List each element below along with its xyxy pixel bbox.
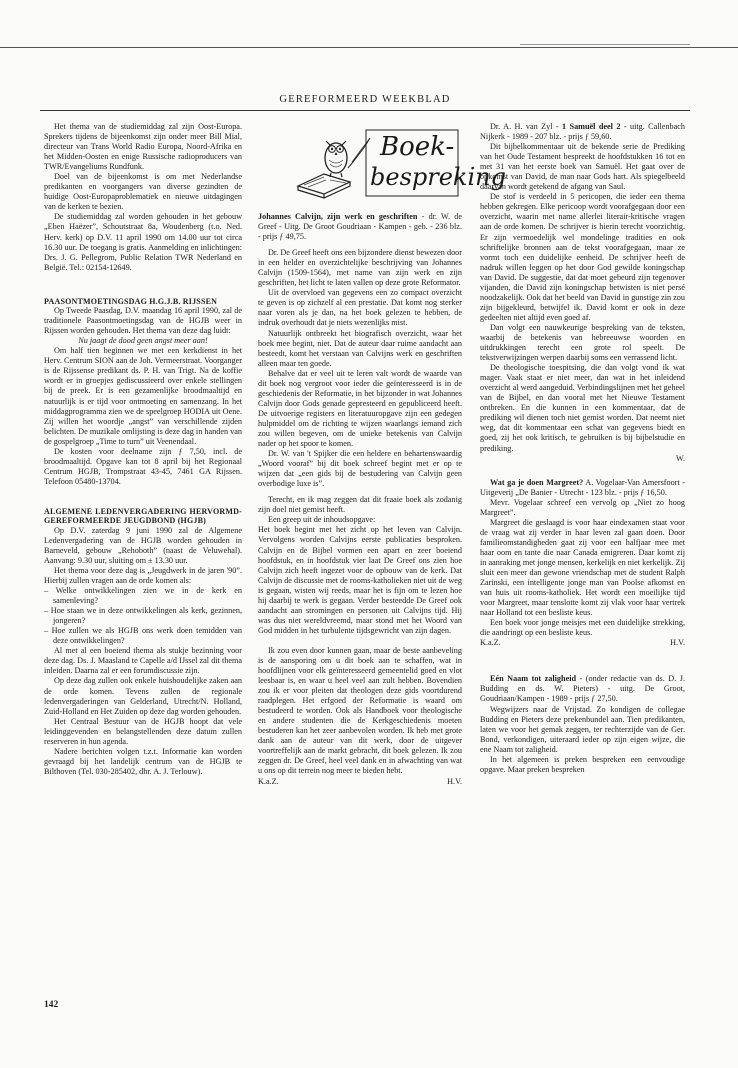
paragraph: Op deze dag zullen ook enkele huishoudelijke zaken aan de orde komen. Tevens zullen de regionale ledenvergaderingen van Gelderland, Utrecht/N. Holland, Zuid-Holland en Het Zuiden op deze dag worden gehouden. <box>44 676 242 716</box>
book-title: Wat ga je doen Margreet? <box>490 477 584 487</box>
paragraph: Nadere berichten volgen t.z.t. Informatie kan worden gevraagd bij het landelijk centrum van de HGJB te Bilthoven (Tel. 030-285402, dhr. A. J. Terlouw). <box>44 746 242 776</box>
paragraph: Om half tien beginnen we met een kerkdienst in het Herv. Centrum SION aan de Joh. Vermeerstraat. Voorganger is de Rijssense predikant ds. P. H. van Trigt. Na de koffie wordt er in groepjes gediscussieerd over enkele stellingen bij de preek. Er is een gezamenlijke broodmaaltijd en natuurlijk is er tijd voor ontmoeting en samenzang. In het middagprogramma zien we de speelgroep HODIA uit Oene. Zij willen het woordje „angst” van verschillende zijden belichten. De muzikale omlijsting is deze dag in handen van de gospelgroep „Time to turn” uit Veenendaal. <box>44 346 242 446</box>
paragraph: Mevr. Vogelaar schreef een vervolg op „Niet zo hoog Margreet”. <box>480 497 685 517</box>
paragraph: Dr. De Greef heeft ons een bijzondere dienst bewezen door in een helder en overzichtelijke beschrijving van Johannes Calvijn (1509-1564), met name van zijn werk en zijn geschriften, het licht te laten vallen op deze grote Reformator. <box>258 248 462 288</box>
section-heading: PAASONTMOETINGSDAG H.G.J.B. RIJSSEN <box>44 296 218 306</box>
signature-left: K.a.Z. <box>258 776 279 786</box>
paragraph: De theologische toespitsing, die dan volgt vond ik wat mager. Vaak staat er niet meer, dan wat in het inleidend overzicht al werd aangeduid. Verbindingslijnen met het geheel van de Bijbel, en dan vooral met het Nieuwe Testament ontbreken. En die kunnen in een kommentaar, dat de prediking wil dienen toch niet gemist worden. Dat neemt niet weg, dat dit kommentaar een schat van gegevens biedt en goed, zij het ook kritisch, te gebruiken is bij bijbelstudie en prediking. <box>480 363 685 453</box>
book-title: 1 Samuël deel 2 <box>562 122 621 131</box>
list-item: – Welke ontwikkelingen zien we in de kerk en samenleving? <box>44 586 242 606</box>
book-title: Eén Naam tot zaligheid <box>490 674 577 684</box>
page-header: GEREFORMEERD WEEKBLAD <box>279 94 451 105</box>
logo-text-line2: bespreking <box>370 163 506 191</box>
book-author: Dr. A. H. van Zyl - <box>490 122 563 131</box>
signature <box>480 638 685 648</box>
paragraph: Op Tweede Paasdag, D.V. maandag 16 april 1990, zal de traditionele Paasontmoetingsdag van de HGJB weer in Rijssen worden gehouden. Het thema van deze dag luidt: <box>44 306 242 336</box>
paragraph: Natuurlijk ontbreekt het biografisch overzicht, waar het boek mee begint, niet. Dat de auteur daar ruime aandacht aan besteedt, komt het verstaan van Calvijns werk en geschriften alleen maar ten goede. <box>258 328 462 368</box>
column-right <box>480 122 685 775</box>
paragraph: Wegwijzers naar de Vrijstad. Zo kondigen de collegae Budding en Pieters deze prekenbundel aan. Tien predikanten, laten we voor het gemak zeggen, ter rechterzijde van de Ger. Bond, verkondigen, uiteraard ieder op zijn eigen wijze, die ene Naam tot zaligheid. <box>480 704 685 754</box>
book-title: Johannes Calvijn, zijn werk en geschriften <box>258 212 418 221</box>
paragraph: Uit de overvloed van gegevens een zo compact overzicht te geven is op zichzelf al een prestatie. Dat komt nog sterker naar voren als je dan, na het boek gelezen te hebben, de indruk overhoudt dat je niets wezenlijks mist. <box>258 288 462 328</box>
boekbespreking-logo <box>290 124 506 204</box>
paragraph: De kosten voor deelname zijn ƒ 7,50, incl. de broodmaaltijd. Opgave kan tot 8 april bij het Regionaal Centrum HGJB, Trompstraat 43-45, 7461 GA Rijssen. Telefoon 05480-13704. <box>44 446 242 486</box>
paragraph: Dan volgt een nauwkeurige bespreking van de teksten, waarbij de betekenis van hebreeuwse woorden en uitdrukkingen terecht een grote rol speelt. De tekstverwijzingen werpen daarbij soms een verrassend licht. <box>480 322 685 363</box>
paragraph: Dit bijbelkommentaar uit de bekende serie de Prediking van het Oude Testament bespreekt de hoofdstukken 16 tot en met 31 van het eerste boek van Samuël. Het gaat over de opkomst van David, de man naar Gods hart. Als spiegelbeeld daarvan wordt getekend de afgang van Saul. <box>480 142 685 192</box>
logo-text-line1: Boek- <box>380 132 455 162</box>
paragraph: Behalve dat er veel uit te leren valt wordt de waarde van dit boek nog vergroot voor ieder die geïnteresseerd is in de geschiedenis der Reformatie, in het bijzonder in wat Johannes Calvijn door Gods genade gepresteerd en gepubliceerd heeft. De uitvoerige registers en literatuuropgave zijn een gedegen hulpmiddel om de richting te wijzen waarlangs iemand zich zou willen begeven, om de unieke betekenis van Calvijn nader op het spoor te komen. <box>258 368 462 449</box>
list-item: – Hoe zullen we als HGJB ons werk doen temidden van deze ontwikkelingen? <box>44 626 242 646</box>
header-rule <box>40 110 690 111</box>
book-meta: A. Vogelaar-Van Amersfoort - Uitgeverij „De Banier - Utrecht - 123 blz. - prijs ƒ 16,50. <box>480 477 685 497</box>
paragraph: Het boek begint met het zicht op het leven van Calvijn. Vervolgens worden Calvijns eerste publicaties besproken. Calvijn en de Bijbel vormen een apart en zeer boeiend hoofdstuk, en in hoofdstuk vier laat De Greef ons zien hoe Calvijn zich heeft ingezet voor de opbouw van de kerk. Dat Calvijn de discussie met de rooms-katholieken niet uit de weg is gegaan, wisten wij reeds, maar het is fijn om te lezen hoe hij daarbij te werk is gegaan. Verder besteedde De Greef ook aandacht aan stromingen en personen uit Calvijns tijd. Hij was dus niet wereldvreemd, maar stond met het Woord van God midden in het turbulente tijdsgewricht van zijn dagen. <box>258 525 462 635</box>
book-entry-heading <box>480 478 685 498</box>
paragraph: De studiemiddag zal worden gehouden in het gebouw „Eben Haëzer”, Schoutstraat 8a, Woudenberg (t.o. Ned. Herv. kerk) op D.V. 11 april 1990 om 14.00 uur tot circa 16.30 uur. De toegang is gratis. Aanmelding en inlichtingen: Drs. J. G. Pellegrom, Public Relation TWR Nederland en België. Tel.: 02154-12649. <box>44 212 242 272</box>
paragraph: Het thema voor deze dag is „Jeugdwerk in de jaren '90”. Hierbij zullen vragen aan de orde komen als: <box>44 565 242 585</box>
theme-quote: Nu jaagt de dood geen angst meer aan! <box>78 336 208 346</box>
list-item: – Hoe staan we in deze ontwikkelingen als kerk, gezinnen, jongeren? <box>44 606 242 626</box>
paragraph: Een boek voor jonge meisjes met een duidelijke strekking, die aandringt op een besliste keus. <box>480 618 685 638</box>
paragraph: Terecht, en ik mag zeggen dat dit fraaie boek als zodanig zijn doel niet gemist heeft. <box>258 495 462 515</box>
paragraph: Margreet die geslaagd is voor haar eindexamen staat voor de vraag wat zij verder in haar leven zal gaan doen. Door familieomstandigheden gaat zij voor een halfjaar mee met haar oom en tante die naar Canada emigreren. Daar komt zij in aanraking met jonge mensen, kerkelijk en niet kerkelijk. Zij sluit een meer dan gewone vriendschap met de student Ralph Zarinski, een intelligente jonge man van Poolse afkomst en van huis uit rooms-katholiek. Het wordt een moeilijke tijd voor Margreet, maar tenslotte komt zij vlak voor haar vertrek naar Holland tot een besliste keus. <box>480 517 685 618</box>
column-left <box>44 122 242 777</box>
paragraph: Het Centraal Bestuur van de HGJB hoopt dat vele leidinggevenden en belangstellenden deze datum zullen reserveren in hun agenda. <box>44 716 242 746</box>
paragraph: Het thema van de studiemiddag zal zijn Oost-Europa. Sprekers tijdens de bijeenkomst zijn onder meer Bill Mial, directeur van Trans World Radio Europa, Noord-Afrika en het Midden-Oosten en enige Russische radioproducers van TWR/Evangeliums Rundfunk. <box>44 122 242 172</box>
paragraph: Op D.V. zaterdag 9 juni 1990 zal de Algemene Ledenvergadering van de HGJB worden gehouden in Barneveld, gebouw „Rehoboth” (naast de Veluwehal). Aanvang: 9.30 uur, sluiting om ± 13.30 uur. <box>44 525 242 565</box>
paragraph: Doel van de bijeenkomst is om met Nederlandse predikanten en voorgangers van diverse gezindten de huidige Oost-Europaproblematiek en nieuwe uitdagingen van de kerken te bezien. <box>44 172 242 212</box>
section-heading: ALGEMENE LEDENVERGADERING HERVORMD-GEREFORMEERDE JEUGDBOND (HGJB) <box>44 506 242 526</box>
paragraph: De stof is verdeeld in 5 pericopen, die ieder een thema hebben gekregen. Elke pericoop wordt voorafgegaan door een overzicht, waarin met name allerlei literair-kritische vragen aan de orde komen. De schrijver is hierin terecht voorzichtig. Er zijn vermoedelijk wel mondelinge tradities en ook schriftelijke bronnen aan de tekst voorafgegaan, maar ze vormt toch een duidelijke eenheid. De schrijver heeft de nadruk willen leggen op het door God gewilde koningschap van David. De suggestie, dat dat moet gebeurd zijn tegenover vijanden, die David zijn koningschap betwisten is niet persé noodzakelijk. Ook dat het beeld van David in gunstige zin zou zijn bijgekleurd, betwijfel ik. David komt er ook in deze gedeelten niet altijd even goed af. <box>480 192 685 322</box>
book-meta: - (onder redactie van ds. D. J. Budding en ds. W. Pieters) - uitg. De Groot, Goudriaan/Kampen - 1989 - prijs ƒ 27,50. <box>480 674 685 704</box>
signature <box>258 777 462 787</box>
signature-left: K.a.Z. <box>480 638 501 648</box>
book-meta: - uitg. Callenbach Nijkerk - 1989 - 207 blz. - prijs ƒ 59,60. <box>480 122 685 142</box>
book-entry-heading <box>480 122 685 142</box>
top-rule-short <box>520 44 690 45</box>
signature-right: H.V. <box>670 638 685 648</box>
paragraph: Een greep uit de inhoudsopgave: <box>268 515 376 525</box>
book-entry-heading <box>258 212 462 242</box>
paragraph: Dr. W. van 't Spijker die een heldere en behartenswaardig „Woord vooraf” bij dit boek schreef begint met er op te wijzen dat „een gids bij de bestudering van Calvijn geen overbodige luxe is”. <box>258 449 462 489</box>
book-entry-heading <box>480 674 685 704</box>
signature <box>480 454 685 464</box>
top-rule <box>0 47 738 48</box>
signature-right: H.V. <box>447 776 462 786</box>
book-meta: - dr. W. de Greef - Uitg. De Groot Goudriaan - Kampen - geb. - 236 blz. - prijs ƒ 49,75. <box>258 212 463 242</box>
signature-right: W. <box>675 453 685 463</box>
paragraph: In het algemeen is preken bespreken een eenvoudige opgave. Maar preken bespreken <box>480 754 685 774</box>
column-middle <box>258 212 462 787</box>
page-number: 142 <box>44 1000 59 1010</box>
paragraph: Al met al een boeiend thema als stukje bezinning voor deze dag. Ds. J. Maasland te Capelle a/d IJssel zal dit thema inleiden. Daarna zal er een forumdiscussie zijn. <box>44 646 242 676</box>
paragraph: Ik zou even door kunnen gaan, maar de beste aanbeveling is de aansporing om u dit boek aan te schaffen, wat in hoofdlijnen voor elk geïnteresseerd gemeentelid goed en vlot leesbaar is, en waar u heel veel aan zult hebben. Bovendien zou ik er voor pleiten dat theologen deze gids voortdurend raadplegen. Het erfgoed der Reformatie is waard om bestudeerd te worden. Ook als Handboek voor theologische en andere studenten die de Kerkgeschiedenis moeten bestuderen kan het zeer aanbevolen worden. Ik heb met grote dank aan de auteur van dit werk, door de uitgever voortreffelijk aan de markt gebracht, dit boek gelezen. Ik zou zeggen dr. De Greef, heel veel dank en in afwachting van wat u ons op dit terrein nog meer te bieden hebt. <box>258 645 462 776</box>
